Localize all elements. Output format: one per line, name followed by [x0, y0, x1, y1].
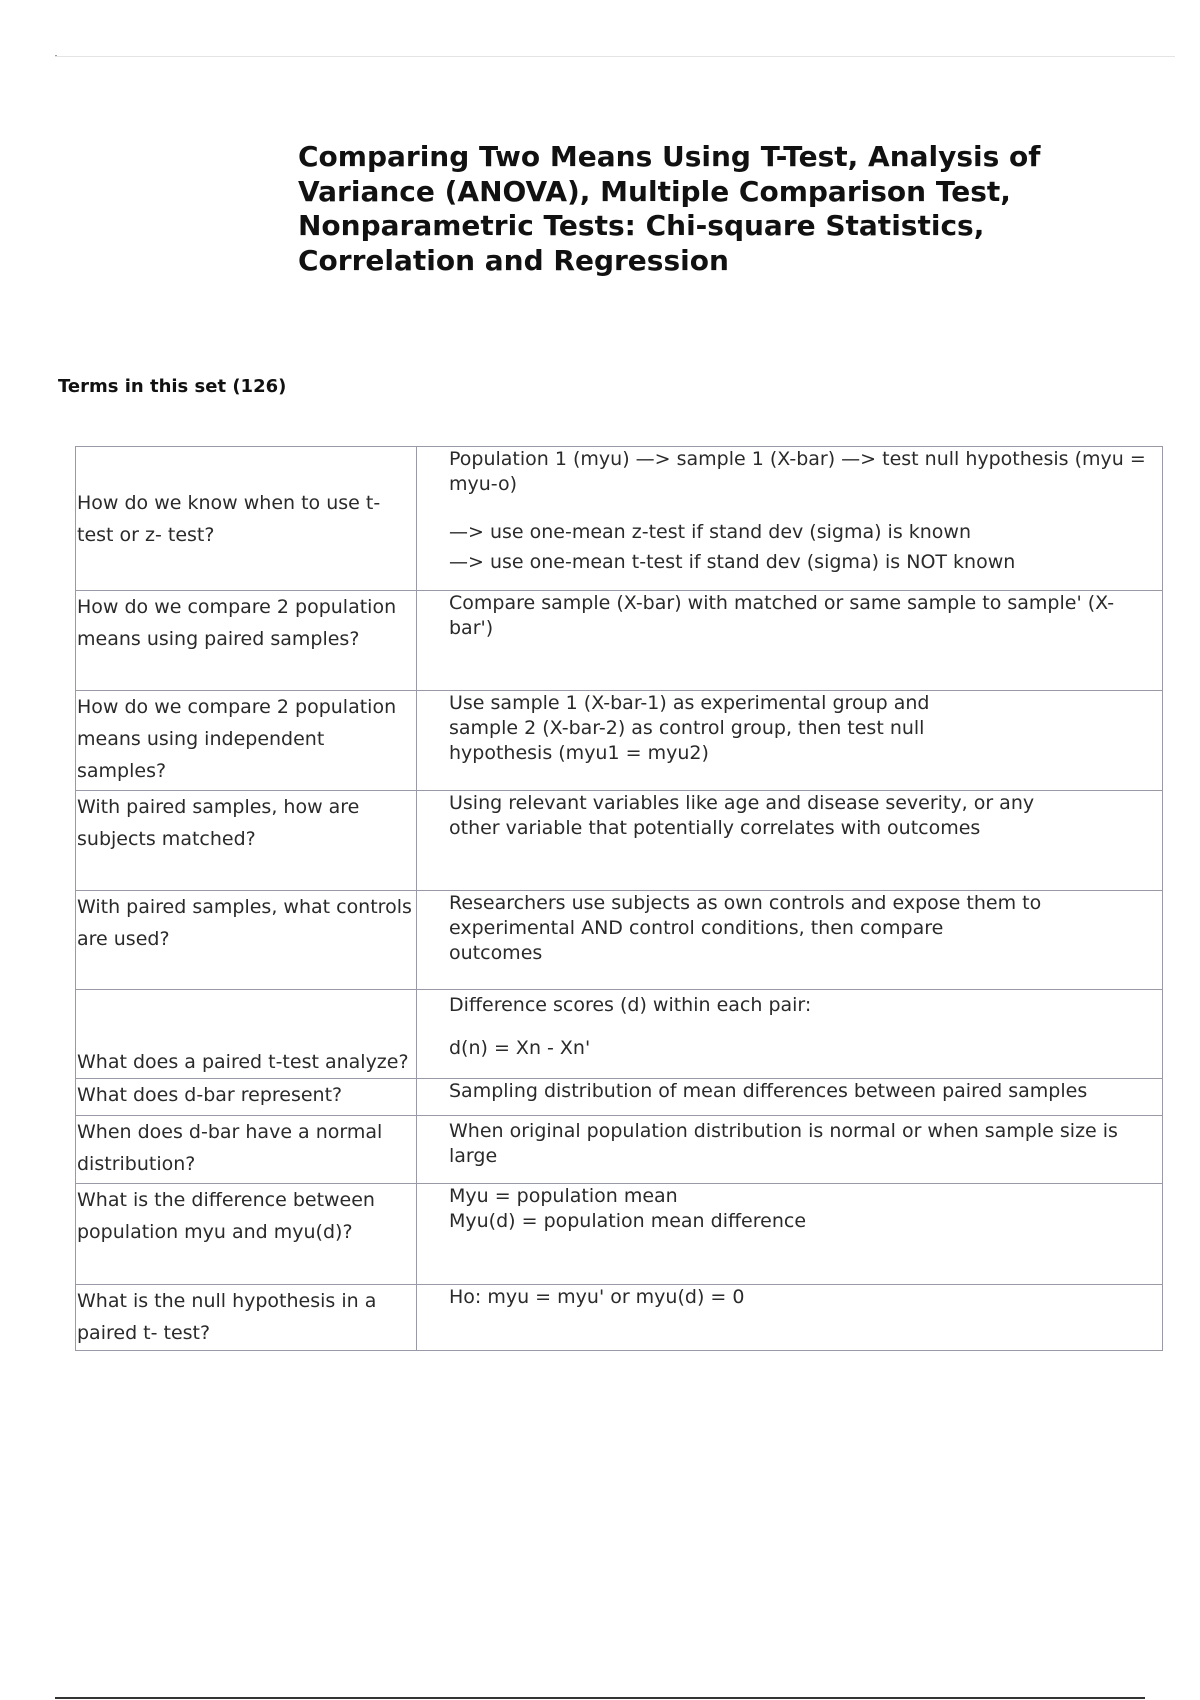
definition-line: Population 1 (myu) —> sample 1 (X-bar) —> test null hypothesis (myu = myu-o) — [449, 448, 1146, 495]
definition-line: Myu(d) = population mean difference — [449, 1210, 807, 1232]
definition-line: Myu = population mean — [449, 1185, 678, 1207]
term-cell: How do we compare 2 population means using paired samples? — [76, 591, 417, 691]
definition-line: Using relevant variables like age and disease severity, or any other variable that potentially correlates with outcomes — [449, 792, 1035, 839]
table-row — [76, 1184, 1163, 1285]
definition-cell — [417, 691, 1163, 791]
term-cell: How do we know when to use t-test or z- test? — [76, 447, 417, 591]
definition-cell — [417, 891, 1163, 990]
term-cell: With paired samples, how are subjects matched? — [76, 791, 417, 891]
term-cell: What does a paired t-test analyze? — [76, 990, 417, 1079]
terms-count-heading: Terms in this set (126) — [58, 376, 287, 397]
table-row — [76, 591, 1163, 691]
table-row — [76, 691, 1163, 791]
definition-line: Sampling distribution of mean differences between paired samples — [449, 1080, 1088, 1102]
term-cell: When does d-bar have a normal distribution? — [76, 1116, 417, 1184]
definition-line: Use sample 1 (X-bar-1) as experimental group and sample 2 (X-bar-2) as control group, then test null hypothesis (myu1 = myu2) — [449, 692, 930, 764]
header-divider — [55, 56, 1175, 57]
definition-cell — [417, 447, 1163, 591]
terms-table — [75, 446, 1163, 1351]
table-row — [76, 990, 1163, 1079]
table-row — [76, 1285, 1163, 1351]
term-cell: With paired samples, what controls are used? — [76, 891, 417, 990]
table-row — [76, 1116, 1163, 1184]
definition-line: Difference scores (d) within each pair: — [449, 994, 812, 1016]
page-title: Comparing Two Means Using T-Test, Analysis of Variance (ANOVA), Multiple Comparison Test, Nonparametric Tests: Chi-square Statistics, Correlation and Regression — [298, 140, 1041, 277]
definition-cell — [417, 791, 1163, 891]
table-row — [76, 791, 1163, 891]
table-row — [76, 891, 1163, 990]
definition-cell — [417, 1184, 1163, 1285]
definition-cell — [417, 591, 1163, 691]
definition-line: d(n) = Xn - Xn' — [449, 1037, 591, 1059]
definition-line: When original population distribution is normal or when sample size is large — [449, 1120, 1118, 1167]
definition-line: —> use one-mean t-test if stand dev (sigma) is NOT known — [449, 551, 1016, 573]
definition-cell — [417, 990, 1163, 1079]
definition-line: Compare sample (X-bar) with matched or same sample to sample' (X-bar') — [449, 592, 1115, 639]
definition-line: —> use one-mean z-test if stand dev (sigma) is known — [449, 521, 972, 543]
term-cell: How do we compare 2 population means using independent samples? — [76, 691, 417, 791]
term-cell: What is the null hypothesis in a paired t- test? — [76, 1285, 417, 1351]
definition-cell — [417, 1285, 1163, 1351]
table-row — [76, 447, 1163, 591]
definition-line: Researchers use subjects as own controls and expose them to experimental AND control conditions, then compare outcomes — [449, 892, 1042, 964]
footer-divider — [55, 1697, 1145, 1699]
definition-cell — [417, 1116, 1163, 1184]
term-cell: What does d-bar represent? — [76, 1079, 417, 1116]
definition-line: Ho: myu = myu' or myu(d) = 0 — [449, 1286, 745, 1308]
table-row — [76, 1079, 1163, 1116]
term-cell: What is the difference between population myu and myu(d)? — [76, 1184, 417, 1285]
definition-cell — [417, 1079, 1163, 1116]
